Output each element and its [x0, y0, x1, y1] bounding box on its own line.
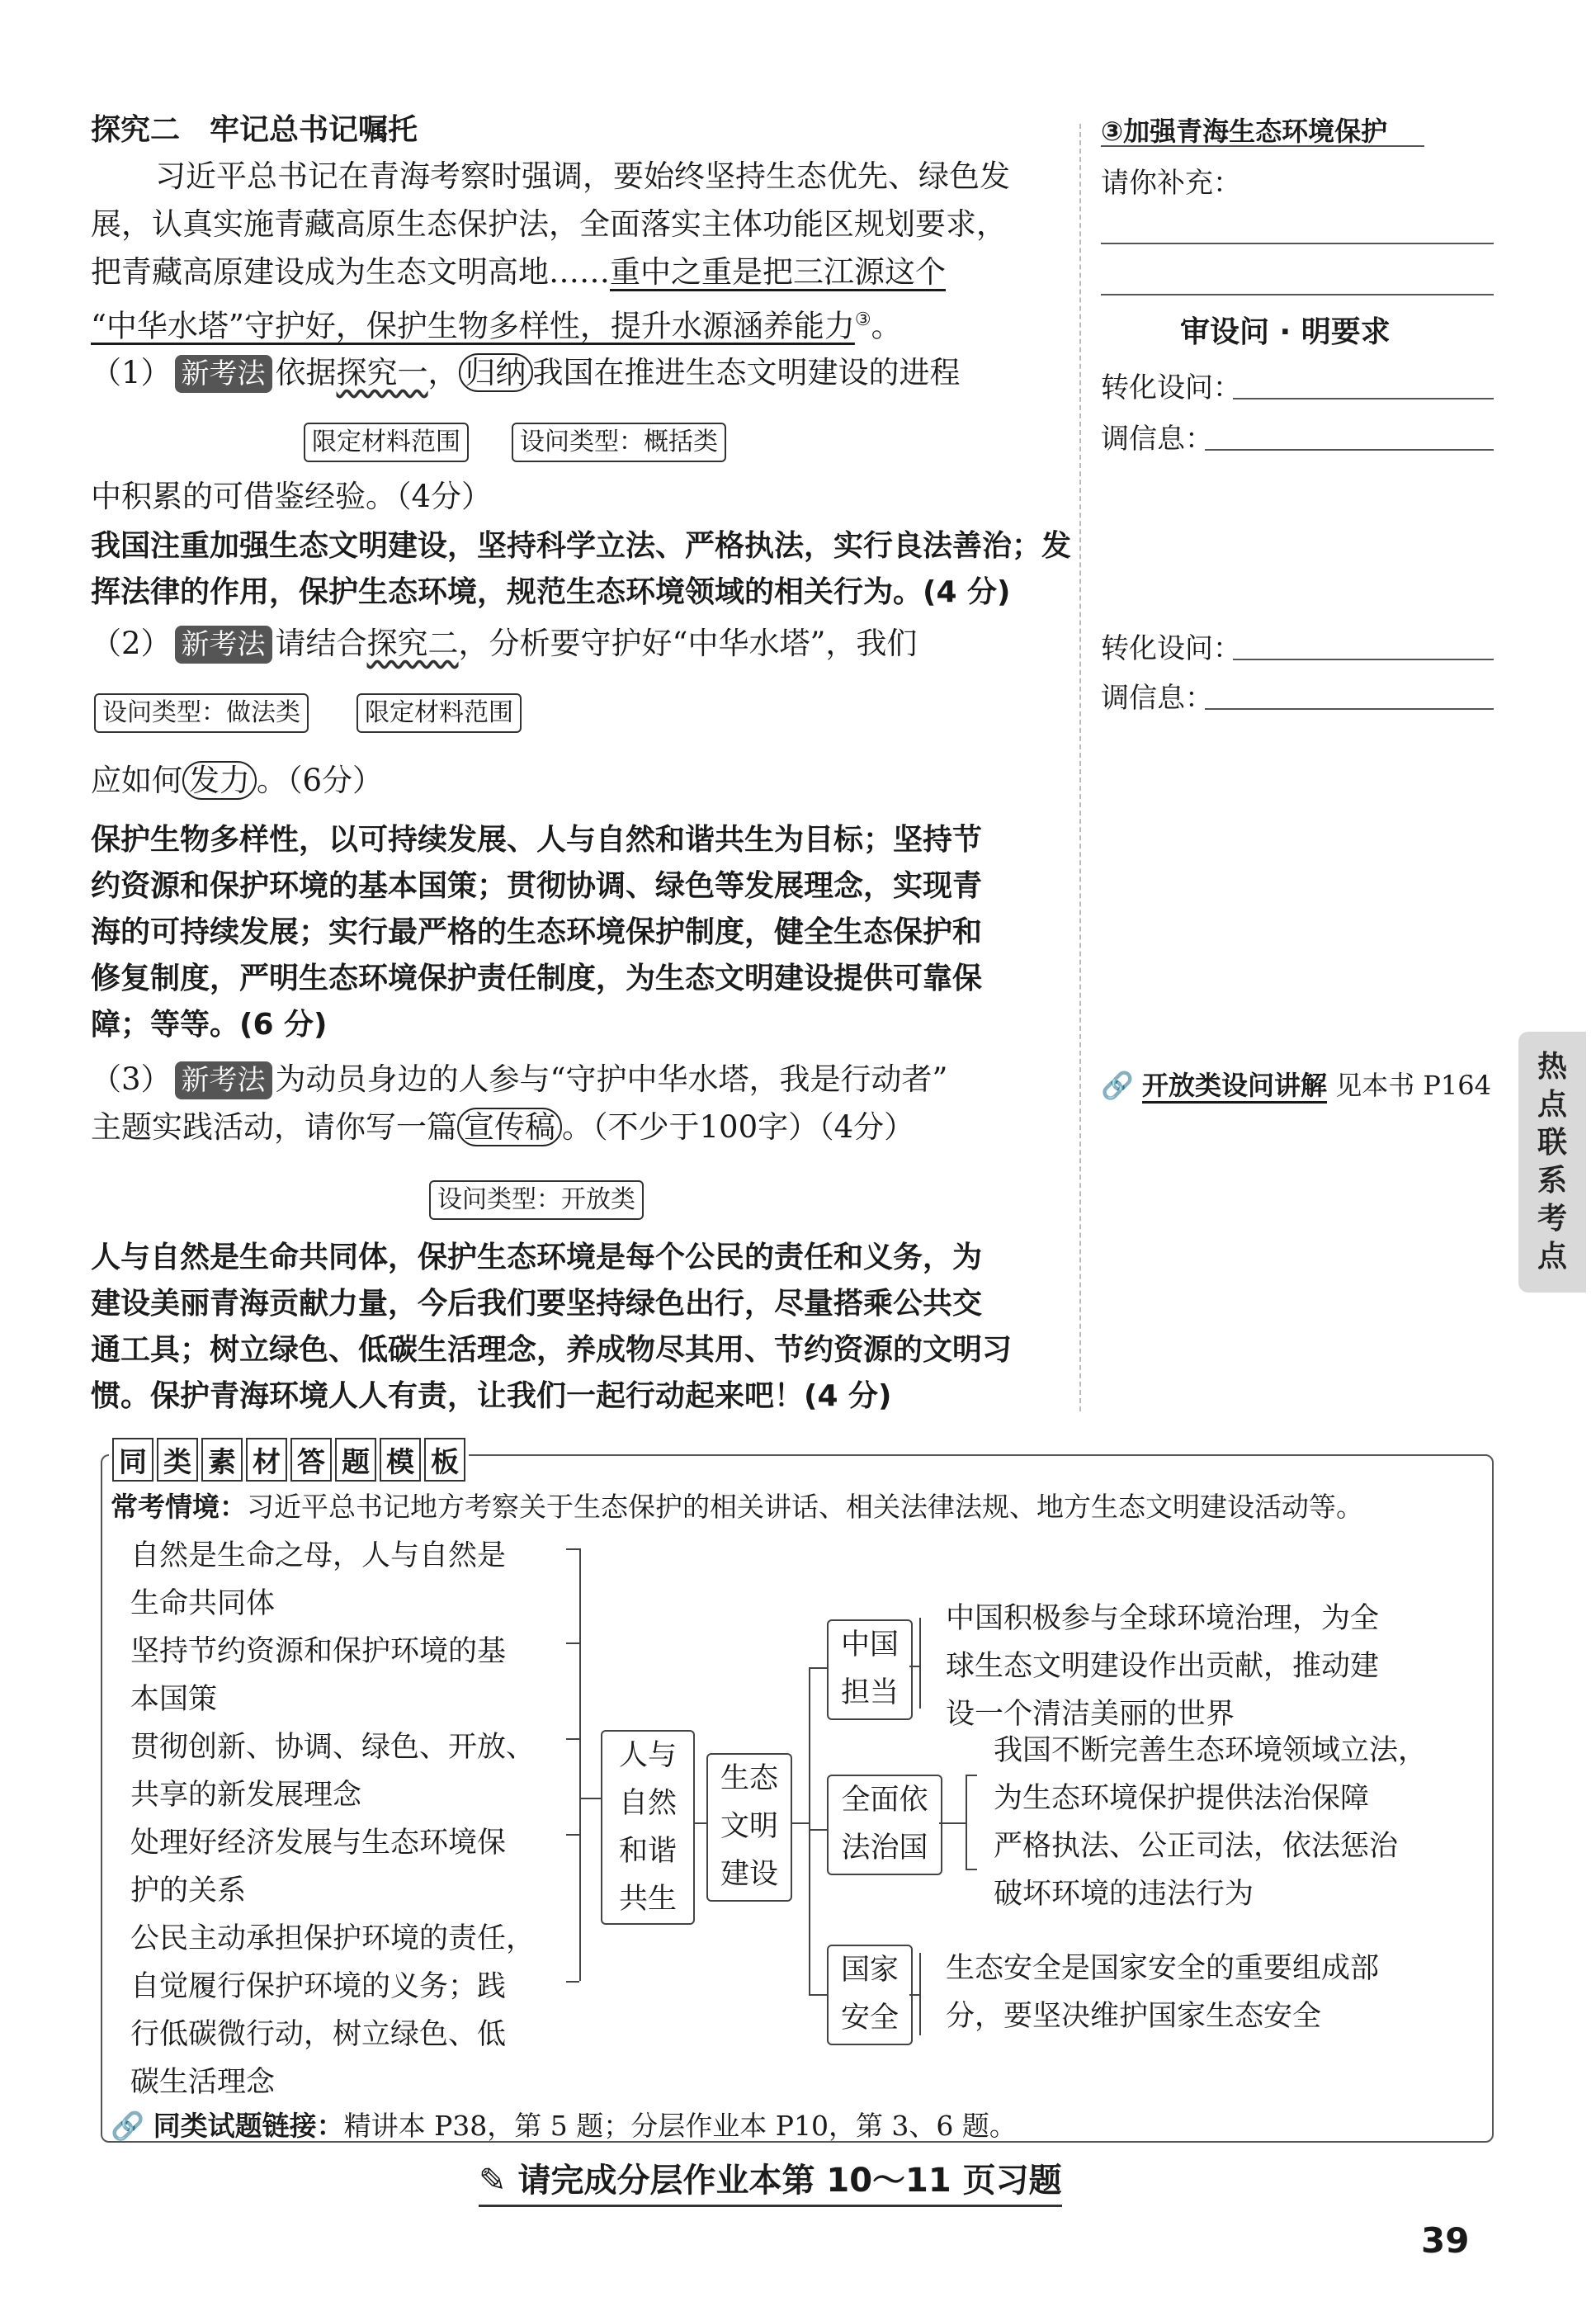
passage-line-4: “中华水塔”守护好，保护生物多样性，提升水源涵养能力③。 — [91, 308, 902, 344]
tmpl-left-3: 坚持节约资源和保护环境的基 — [130, 1635, 507, 1668]
branch-2-line-3: 严格执法、公正司法，依法惩治 — [994, 1830, 1399, 1863]
q1-answer-line-2: 挥法律的作用，保护生态环境，规范生态环境领域的相关行为。(4 分) — [91, 575, 1011, 609]
branch-3-line-1: 生态安全是国家安全的重要组成部 — [946, 1952, 1380, 1985]
q3-answer-line-4: 惯。保护青海环境人人有责，让我们一起行动起来吧！(4 分) — [91, 1379, 892, 1413]
info-label-1: 调信息： — [1101, 423, 1213, 456]
q1-stem-end: 中积累的可借鉴经验。（4分） — [91, 479, 493, 514]
q2-answer-line-2: 约资源和保护环境的基本国策；贯彻协调、绿色等发展理念，实现青 — [91, 869, 983, 903]
convert-label-2: 转化设问： — [1101, 632, 1241, 665]
template-title: 同 类 素 材 答 题 模 板 — [109, 1438, 469, 1482]
q3-note-type: 设问类型：开放类 — [429, 1180, 644, 1220]
q3-stem: （3） 新考法 为动员身边的人参与“守护中华水塔，我是行动者” — [91, 1056, 947, 1103]
side-tab[interactable]: 热 点 联 系 考 点 — [1518, 1032, 1586, 1293]
page-number: 39 — [1421, 2220, 1470, 2261]
scenario: 常考情境：习近平总书记地方考察关于生态保护的相关讲话、相关法律法规、地方生态文明建设活动等。 — [111, 1491, 1363, 1523]
info-blank-1 — [1205, 449, 1494, 451]
tmpl-left-8: 护的关系 — [130, 1874, 247, 1907]
q2-answer-line-4: 修复制度，严明生态环境保护责任制度，为生态文明建设提供可靠保 — [91, 962, 983, 995]
review-title: 审设问 · 明要求 — [1180, 315, 1391, 349]
convert-label-1: 转化设问： — [1101, 371, 1241, 404]
pencil-icon: ✎ — [479, 2162, 507, 2200]
bracket-left — [579, 1548, 581, 1981]
tmpl-left-1: 自然是生命之母，人与自然是 — [130, 1539, 507, 1572]
new-method-tag: 新考法 — [175, 1061, 272, 1099]
passage-line-1: 习近平总书记在青海考察时强调，要始终坚持生态优先、绿色发 — [155, 158, 1010, 194]
branch-national-security: 国家 安全 — [827, 1945, 913, 2045]
branch-rule-of-law: 全面依 法治国 — [827, 1775, 942, 1875]
q1-answer-line-1: 我国注重加强生态文明建设，坚持科学立法、严格执法，实行良法善治；发 — [91, 529, 1072, 563]
q1-note-type: 设问类型：概括类 — [512, 423, 726, 462]
tmpl-left-4: 本国策 — [130, 1683, 218, 1716]
branch-2-line-4: 破坏环境的违法行为 — [994, 1878, 1254, 1911]
new-method-tag: 新考法 — [175, 355, 272, 393]
branch-1-line-3: 设一个清洁美丽的世界 — [946, 1698, 1235, 1731]
column-divider — [1079, 124, 1081, 1411]
q1-note-material: 限定材料范围 — [304, 423, 469, 462]
q2-answer-line-3: 海的可持续发展；实行最严格的生态环境保护制度，健全生态保护和 — [91, 915, 983, 949]
side-item-3: ③加强青海生态环境保护 — [1101, 116, 1388, 147]
passage-line-3: 把青藏高原建设成为生态文明高地……重中之重是把三江源这个 — [91, 254, 946, 290]
branch-2-line-2: 为生态环境保护提供法治保障 — [994, 1782, 1370, 1815]
tmpl-left-5: 贯彻创新、协调、绿色、开放、 — [130, 1731, 536, 1764]
q3-answer-line-1: 人与自然是生命共同体，保护生态环境是每个公民的责任和义务，为 — [91, 1241, 983, 1274]
side-blank-1 — [1101, 243, 1494, 244]
passage-line-2: 展，认真实施青藏高原生态保护法，全面落实主体功能区规划要求， — [91, 206, 1007, 242]
side-blank-2 — [1101, 294, 1494, 295]
tmpl-left-6: 共享的新发展理念 — [130, 1779, 362, 1812]
branch-1-line-1: 中国积极参与全球环境治理，为全 — [946, 1602, 1380, 1635]
branch-2-line-1: 我国不断完善生态环境领域立法， — [994, 1734, 1428, 1767]
branch-3-line-2: 分，要坚决维护国家生态安全 — [946, 2000, 1322, 2033]
key-sentence: 重中之重是把三江源这个 — [610, 254, 946, 290]
info-label-2: 调信息： — [1101, 682, 1213, 715]
bracket-right — [809, 1667, 810, 1994]
link-icon: 🔗 — [111, 2110, 145, 2142]
section-title: 探究二 牢记总书记嘱托 — [91, 113, 418, 147]
q2-answer-line-5: 障；等等。(6 分) — [91, 1008, 328, 1042]
side-supplement-label: 请你补充： — [1101, 167, 1241, 200]
convert-blank-1 — [1233, 398, 1494, 399]
box-harmony: 人与 自然 和谐 共生 — [601, 1730, 695, 1925]
q3-answer-line-2: 建设美丽青海贡献力量，今后我们要坚持绿色出行，尽量搭乘公共交 — [91, 1287, 983, 1321]
convert-blank-2 — [1233, 659, 1494, 660]
q2-note-material: 限定材料范围 — [357, 693, 522, 733]
info-blank-2 — [1205, 708, 1494, 710]
branch-china-role: 中国 担当 — [827, 1619, 913, 1720]
similar-question-link[interactable]: 🔗 同类试题链接：精讲本 P38，第 5 题；分层作业本 P10，第 3、6 题。 — [111, 2110, 1017, 2142]
open-question-link[interactable]: 🔗 开放类设问讲解 见本书 P164 — [1101, 1070, 1491, 1101]
q2-answer-line-1: 保护生物多样性，以可持续发展、人与自然和谐共生为目标；坚持节 — [91, 823, 983, 857]
q3-answer-line-3: 通工具；树立绿色、低碳生活理念，养成物尽其用、节约资源的文明习 — [91, 1333, 1013, 1367]
tmpl-left-10: 自觉履行保护环境的义务；践 — [130, 1970, 507, 2003]
side-underline — [1101, 145, 1424, 147]
tmpl-left-11: 行低碳微行动，树立绿色、低 — [130, 2018, 507, 2051]
branch-1-line-2: 球生态文明建设作出贡献，推动建 — [946, 1650, 1380, 1683]
q2-note-type: 设问类型：做法类 — [94, 693, 309, 733]
tmpl-left-12: 碳生活理念 — [130, 2066, 276, 2099]
link-icon: 🔗 — [1101, 1070, 1134, 1101]
tmpl-left-9: 公民主动承担保护环境的责任， — [130, 1922, 536, 1955]
q2-stem: （2） 新考法 请结合探究二，分析要守护好“中华水塔”，我们 — [91, 621, 917, 667]
q3-stem-2: 主题实践活动，请你写一篇 宣传稿 。（不少于100字）（4分） — [91, 1109, 915, 1145]
q2-stem-end: 应如何 发力 。（6分） — [91, 763, 384, 798]
box-eco-civilization: 生态 文明 建设 — [706, 1753, 792, 1902]
new-method-tag: 新考法 — [175, 626, 272, 664]
tmpl-left-2: 生命共同体 — [130, 1587, 276, 1620]
tmpl-left-7: 处理好经济发展与生态环境保 — [130, 1827, 507, 1860]
q1-stem: （1） 新考法 依据探究一， 归纳 我国在推进生态文明建设的进程 — [91, 350, 961, 396]
homework-reminder: ✎ 请完成分层作业本第 10～11 页习题 — [479, 2154, 1062, 2207]
